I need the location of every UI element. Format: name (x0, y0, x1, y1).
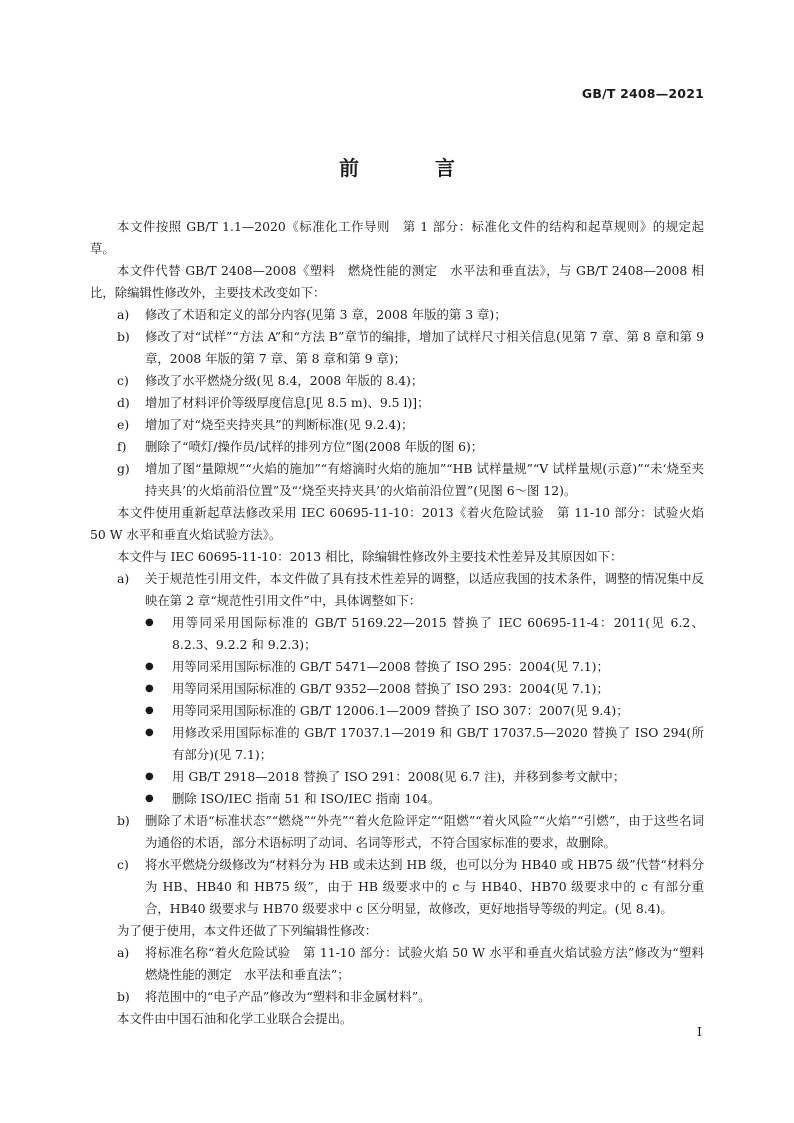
document-body (90, 216, 717, 1030)
editorial-list (90, 942, 717, 1008)
list-marker: g) (117, 461, 130, 476)
paragraph-proposer: 本文件由中国石油和化学工业联合会提出。 (117, 1011, 353, 1026)
list-text: 修改了水平燃烧分级(见 8.4，2008 年版的 8.4)； (145, 373, 424, 388)
bullet-item (90, 722, 704, 766)
bullet-text: 删除 ISO/IEC 指南 51 和 ISO/IEC 指南 104。 (172, 791, 441, 806)
list-marker: d) (117, 395, 130, 410)
bullet-item (90, 612, 704, 656)
bullet-icon: ● (145, 683, 154, 694)
list-text: 将范围中的“电子产品”修改为“塑料和非金属材料”。 (145, 989, 431, 1004)
bullet-icon: ● (145, 771, 154, 782)
bullet-text: 用 GB/T 2918—2018 替换了 ISO 291：2008(见 6.7 注)，并移到参考文献中； (172, 769, 626, 784)
paragraph-differences-intro: 本文件与 IEC 60695-11-10：2013 相比，除编辑性修改外主要技术性差异及其原因如下： (117, 549, 623, 564)
list-text: 修改了术语和定义的部分内容(见第 3 章，2008 年版的第 3 章)； (145, 307, 507, 322)
bullet-icon: ● (145, 705, 154, 716)
bullet-icon: ● (145, 793, 154, 804)
paragraph-drafting-basis: 本文件按照 GB/T 1.1—2020《标准化工作导则 第 1 部分：标准化文件的结构和起草规则》的规定起草。 (90, 219, 704, 256)
standard-code: GB/T 2408—2021 (581, 86, 704, 101)
bullet-sublist (90, 612, 704, 810)
bullet-icon: ● (145, 617, 154, 628)
list-item (90, 810, 704, 854)
bullet-text: 用等同采用国际标准的 GB/T 5471—2008 替换了 ISO 295：2004(见 7.1)； (172, 659, 609, 674)
bullet-text: 用等同采用国际标准的 GB/T 12006.1—2009 替换了 ISO 307：2007(见 9.4)； (172, 703, 629, 718)
list-text: 增加了材料评价等级厚度信息[见 8.5 m)、9.5 l)]； (145, 395, 430, 410)
list-marker: a) (117, 571, 130, 586)
list-marker: e) (117, 417, 130, 432)
list-text: 增加了图“量隙规”“火焰的施加”“有熔滴时火焰的施加”“HB 试样量规”“V 试样量规(示意)”“未‘烧至夹持夹具’的火焰前沿位置”及“‘烧至夹持夹具’的火焰前沿位置”(见图 6～图 12)。 (145, 461, 704, 498)
paragraph-editorial-intro: 为了便于使用，本文件还做了下列编辑性修改： (117, 923, 378, 938)
bullet-text: 用等同采用国际标准的 GB/T 9352—2008 替换了 ISO 293：2004(见 7.1)； (172, 681, 609, 696)
list-item (90, 370, 704, 392)
list-item (90, 942, 717, 986)
list-item (90, 326, 704, 370)
list-text: 修改了对“试样”“方法 A”和“方法 B”章节的编排，增加了试样尺寸相关信息(见第 7 章、第 8 章和第 9 章，2008 年版的第 7 章、第 8 章和第 9 章)； (145, 329, 704, 366)
list-marker: a) (117, 945, 130, 960)
list-marker: c) (117, 373, 129, 388)
bullet-item (90, 700, 704, 722)
bullet-item (90, 766, 704, 788)
paragraph-adoption-method: 本文件使用重新起草法修改采用 IEC 60695-11-10：2013《着火危险试验 第 11-10 部分：试验火焰 50 W 水平和垂直火焰试验方法》。 (90, 505, 717, 542)
bullet-item (90, 678, 704, 700)
list-marker: b) (117, 989, 130, 1004)
list-text: 增加了对“烧至夹持夹具”的判断标准(见 9.2.4)； (145, 417, 414, 432)
list-item (90, 854, 704, 920)
list-text: 将标准名称“着火危险试验 第 11-10 部分：试验火焰 50 W 水平和垂直火焰试验方法”修改为“塑料 燃烧性能的测定 水平法和垂直法”； (145, 945, 717, 982)
list-item (90, 304, 704, 326)
list-marker: a) (117, 307, 130, 322)
list-item (90, 392, 704, 414)
list-marker: f) (117, 439, 127, 454)
list-marker: b) (117, 329, 130, 344)
list-text: 删除了术语“标准状态”“燃烧”“外壳”“着火危险评定”“阻燃”“着火风险”“火焰”“引燃”，由于这些名词为通俗的术语，部分术语标明了动词、名词等形式，不符合国家标准的要求，故删除。 (145, 813, 704, 850)
page-title: 前 言 (339, 156, 483, 180)
paragraph-replacement-note: 本文件代替 GB/T 2408—2008《塑料 燃烧性能的测定 水平法和垂直法》，与 GB/T 2408—2008 相比，除编辑性修改外，主要技术改变如下： (90, 263, 704, 300)
technical-changes-list (90, 304, 704, 502)
bullet-text: 用修改采用国际标准的 GB/T 17037.1—2019 和 GB/T 17037.5—2020 替换了 ISO 294(所有部分)(见 7.1)； (172, 725, 704, 762)
list-item (90, 568, 704, 612)
list-text: 删除了“喷灯/操作员/试样的排列方位”图(2008 年版的图 6)； (145, 439, 484, 454)
bullet-icon: ● (145, 727, 154, 738)
page-number: I (697, 1024, 702, 1039)
list-item (90, 414, 704, 436)
differences-list (90, 568, 704, 920)
bullet-icon: ● (145, 661, 154, 672)
bullet-item (90, 656, 704, 678)
list-marker: c) (117, 857, 129, 872)
list-item (90, 986, 704, 1008)
list-item (90, 458, 704, 502)
bullet-item (90, 788, 704, 810)
bullet-text: 用等同采用国际标准的 GB/T 5169.22—2015 替换了 IEC 60695-11-4：2011(见 6.2、8.2.3、9.2.2 和 9.2.3)； (172, 615, 704, 652)
list-text: 关于规范性引用文件，本文件做了具有技术性差异的调整，以适应我国的技术条件，调整的情况集中反映在第 2 章“规范性引用文件”中，具体调整如下： (145, 571, 704, 608)
list-item (90, 436, 704, 458)
list-marker: b) (117, 813, 130, 828)
list-text: 将水平燃烧分级修改为“材料分为 HB 或未达到 HB 级，也可以分为 HB40 或 HB75 级”代替“材料分为 HB、HB40 和 HB75 级”，由于 HB 级要求中的 c 与 HB40、HB70 级要求中的 c 有部分重合，HB40 级要求与 HB70 级要求中 c 区分明显，故修改，更好地指导等级的判定。(见 8.4)。 (145, 857, 704, 916)
